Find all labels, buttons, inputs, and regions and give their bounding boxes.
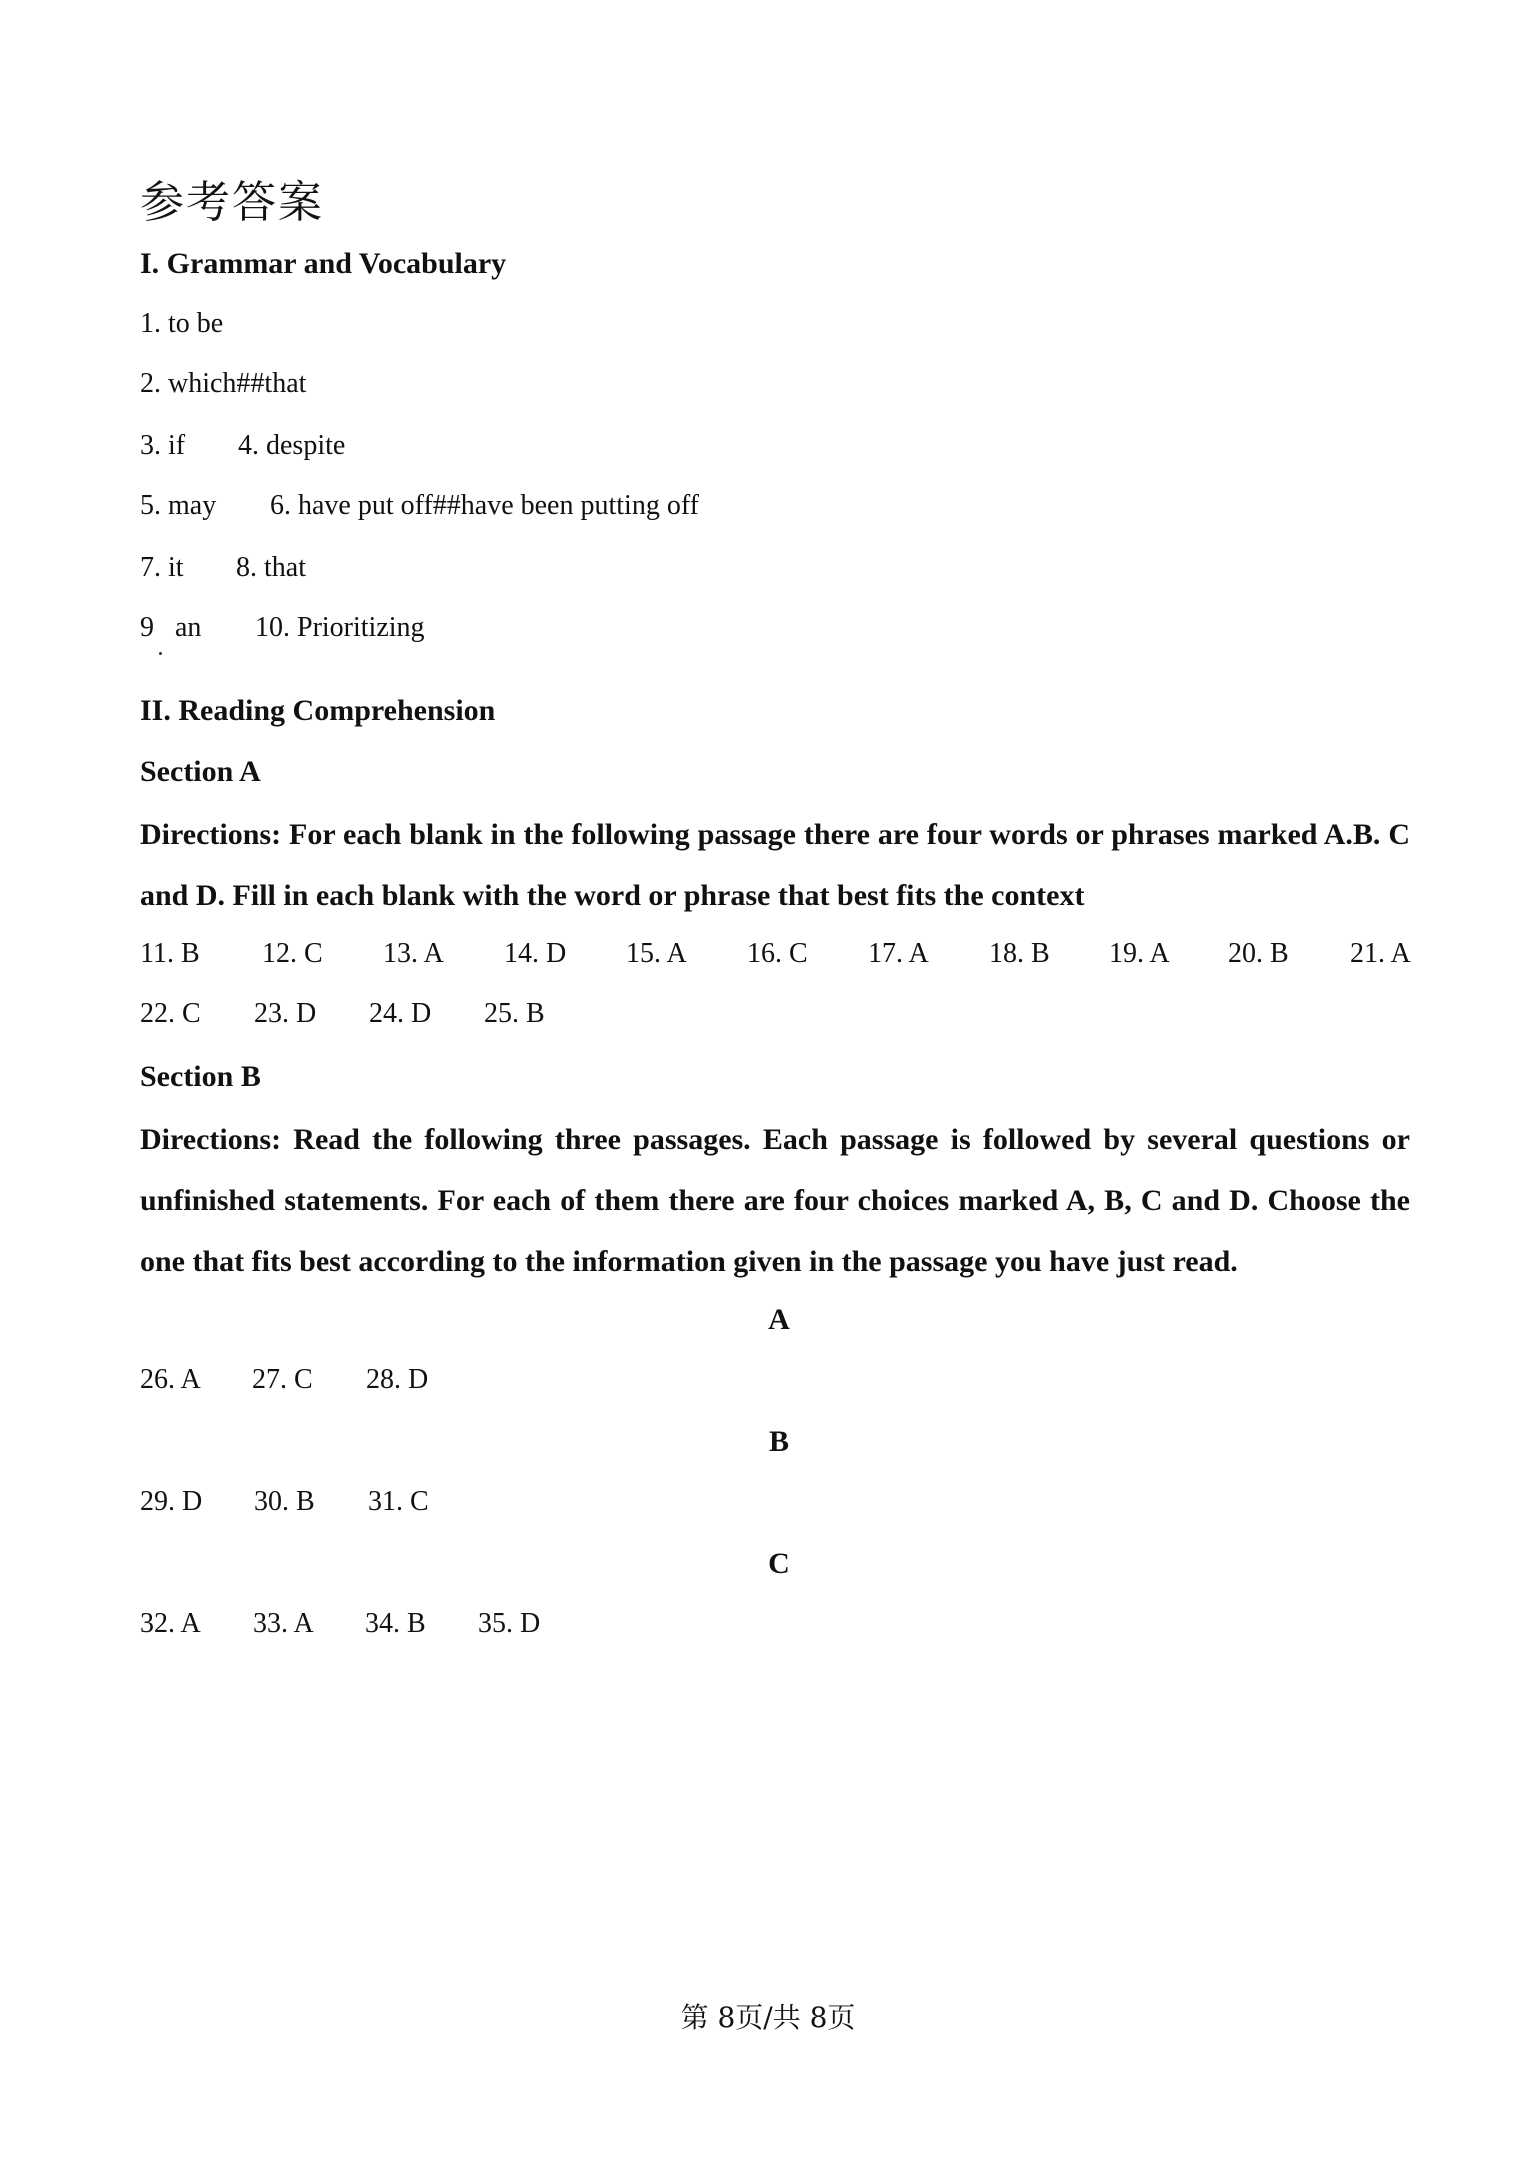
answer-33: 33. A <box>253 1608 314 1639</box>
passage-a-answers <box>140 1364 428 1396</box>
answer-35: 35. D <box>478 1608 541 1639</box>
section-a-answers-row1 <box>140 938 1411 970</box>
page-title: 参考答案 <box>140 177 324 228</box>
answer-2: 2. which##that <box>140 368 307 399</box>
answer-24: 24. D <box>369 998 432 1029</box>
answer-26: 26. A <box>140 1364 201 1395</box>
answer-17: 17. A <box>868 938 929 969</box>
answer-14: 14. D <box>504 938 567 969</box>
answer-23: 23. D <box>254 998 317 1029</box>
section-b-directions: Directions: Read the following three passages. Each passage is followed by several questions or unfinished statements. For each of them there are four choices marked A, B, C and D. Choose the one that fits best according to the information given in the passage you have just read. <box>140 1123 1410 1278</box>
answer-11: 11. B <box>140 938 200 969</box>
section-a-heading: Section A <box>140 755 261 788</box>
answer-9-number: 9 <box>140 612 154 643</box>
section-a-answers-row2 <box>140 998 545 1030</box>
passage-c-label: C <box>768 1547 790 1580</box>
answer-28: 28. D <box>366 1364 429 1395</box>
stray-dot <box>159 652 162 655</box>
answer-27: 27. C <box>252 1364 313 1395</box>
passage-b-label: B <box>768 1425 789 1458</box>
page-footer: 第 8页/共 8页 <box>680 2001 856 2034</box>
answer-3: 3. if <box>140 430 186 461</box>
part2-heading: II. Reading Comprehension <box>140 694 496 727</box>
answer-12: 12. C <box>262 938 323 969</box>
answer-30: 30. B <box>254 1486 315 1517</box>
answer-5: 5. may <box>140 490 217 521</box>
answer-6: 6. have put off##have been putting off <box>270 490 699 521</box>
answer-8: 8. that <box>236 552 306 583</box>
answer-21: 21. A <box>1350 938 1411 969</box>
answer-1: 1. to be <box>140 308 224 339</box>
answer-16: 16. C <box>747 938 808 969</box>
answer-29: 29. D <box>140 1486 203 1517</box>
section-a-directions: Directions: For each blank in the following passage there are four words or phrases marked A.B. C and D. Fill in each blank with the word or phrase that best fits the context <box>140 818 1410 912</box>
passage-b-answers <box>140 1486 429 1518</box>
section-b-heading: Section B <box>140 1060 261 1093</box>
answer-34: 34. B <box>365 1608 426 1639</box>
passage-c-answers <box>140 1608 540 1640</box>
answer-9: an <box>175 612 202 643</box>
answer-10: 10. Prioritizing <box>255 612 425 643</box>
part1-heading: I. Grammar and Vocabulary <box>140 247 507 280</box>
passage-a-label: A <box>768 1303 790 1336</box>
answer-18: 18. B <box>989 938 1050 969</box>
answer-13: 13. A <box>383 938 444 969</box>
answer-25: 25. B <box>484 998 545 1029</box>
answer-15: 15. A <box>626 938 687 969</box>
answer-22: 22. C <box>140 998 201 1029</box>
answer-32: 32. A <box>140 1608 201 1639</box>
answer-31: 31. C <box>368 1486 429 1517</box>
answer-4: 4. despite <box>238 430 346 461</box>
answer-19: 19. A <box>1109 938 1170 969</box>
answer-7: 7. it <box>140 552 184 583</box>
answer-20: 20. B <box>1228 938 1289 969</box>
